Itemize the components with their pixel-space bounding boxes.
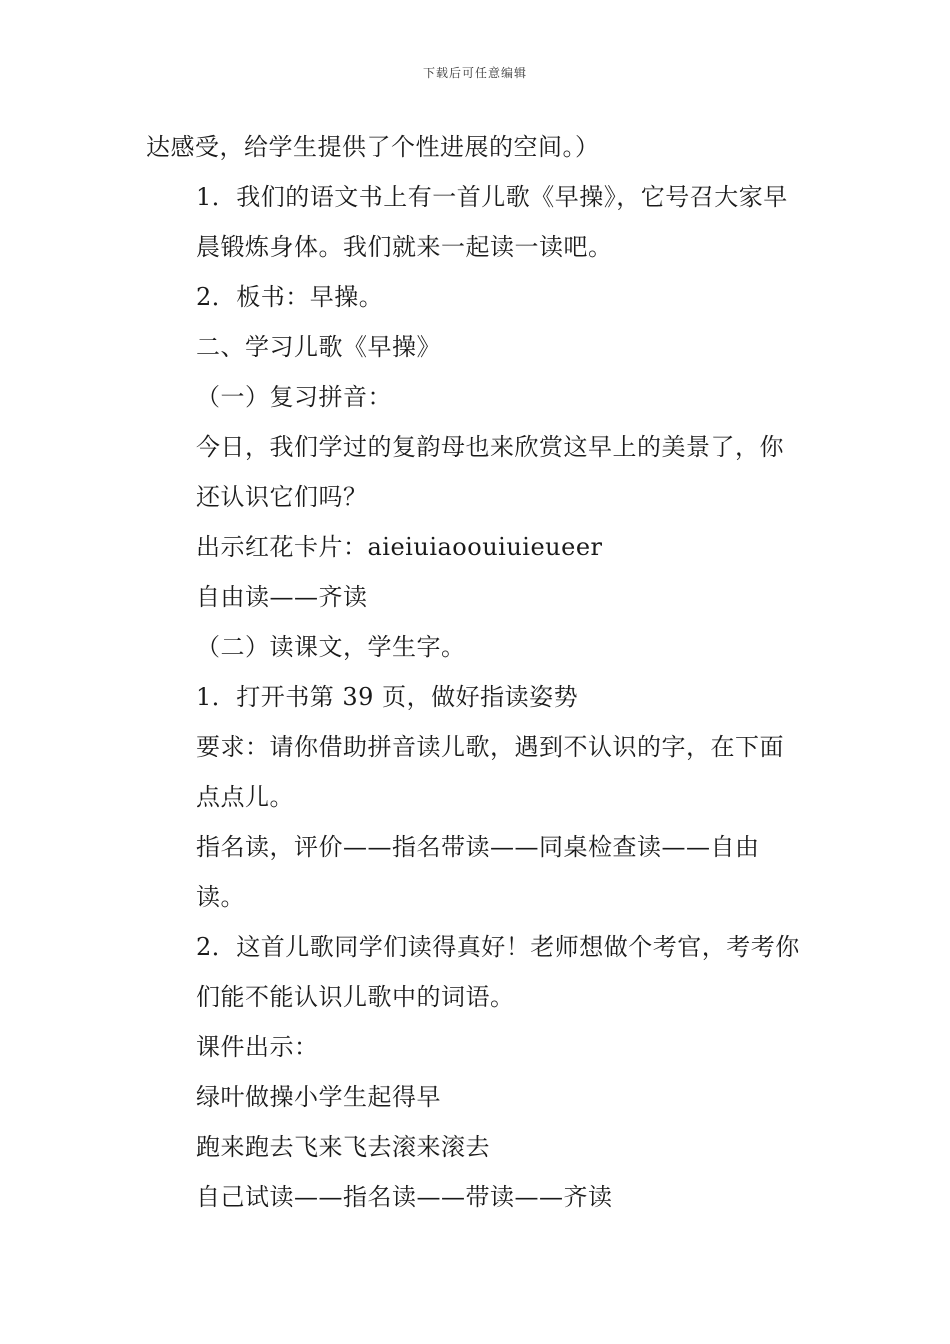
subsection-heading: （一）复习拼音： xyxy=(196,383,392,411)
paragraph: 2．这首儿歌同学们读得真好！老师想做个考官，考考你们能不能认识儿歌中的词语。 xyxy=(196,933,800,1011)
paragraph: 要求：请你借助拼音读儿歌，遇到不认识的字，在下面点点儿。 xyxy=(196,733,784,811)
paragraph: 1．打开书第 39 页，做好指读姿势 xyxy=(196,683,579,711)
document-body xyxy=(146,122,808,1222)
paragraph: 自己试读——指名读——带读——齐读 xyxy=(196,1183,613,1211)
section-heading: 二、学习儿歌《早操》 xyxy=(196,333,441,361)
paragraph: 1．我们的语文书上有一首儿歌《早操》，它号召大家早晨锻炼身体。我们就来一起读一读吧。 xyxy=(196,183,788,261)
paragraph: 达感受，给学生提供了个性进展的空间。） xyxy=(146,133,600,161)
paragraph: 自由读——齐读 xyxy=(196,583,368,611)
paragraph: 指名读，评价——指名带读——同桌检查读——自由读。 xyxy=(196,833,760,911)
paragraph: 出示红花卡片：aieiuiaoouiuieueer xyxy=(196,533,603,561)
paragraph: 绿叶做操小学生起得早 xyxy=(196,1083,441,1111)
paragraph: 2．板书：早操。 xyxy=(196,283,384,311)
paragraph: 今日，我们学过的复韵母也来欣赏这早上的美景了，你还认识它们吗？ xyxy=(196,433,784,511)
page-header: 下载后可任意编辑 xyxy=(422,66,527,80)
subsection-heading: （二）读课文，学生字。 xyxy=(196,633,466,661)
paragraph: 课件出示： xyxy=(196,1033,319,1061)
paragraph: 跑来跑去飞来飞去滚来滚去 xyxy=(196,1133,490,1161)
